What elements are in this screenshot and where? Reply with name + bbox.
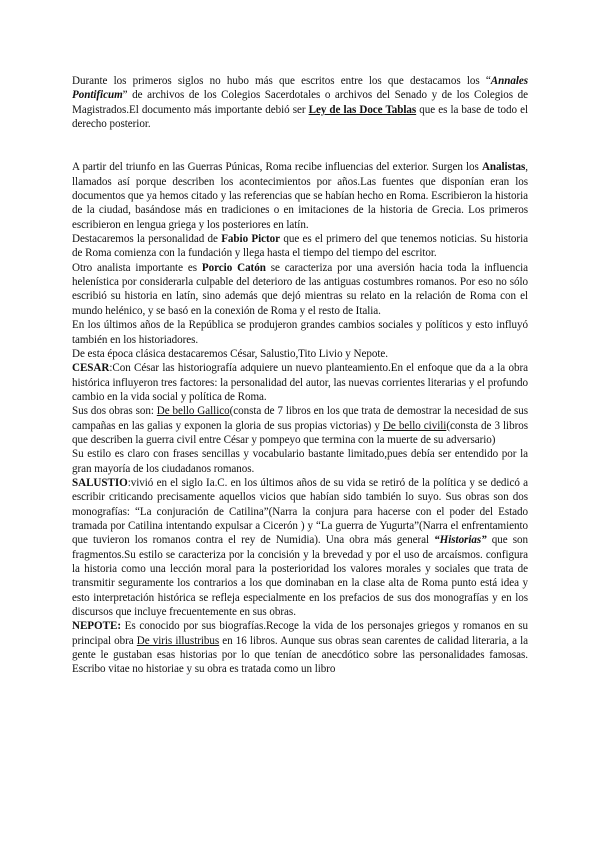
text: Sus dos obras son:: [72, 405, 157, 418]
text: , llamados así porque describen los acontecimientos por años.Las fuentes que disponían eran los documentos que ya hemos citado y las referencias que se habían hecho en Roma. Escribieron la historia de la ciudad, basándose más en tradiciones o en imitaciones de la historia de Grecia. Los primeros escribieron en lengua griega y los posteriores en latín.: [72, 161, 528, 231]
text: En los últimos años de la República se produjeron grandes cambios sociales y políticos y esto influyó también en los historiadores.: [72, 319, 528, 346]
text: Su estilo es claro con frases sencillas y vocabulario bastante limitado,pues debía ser entendido por la gran mayoría de los ciudadanos romanos.: [72, 448, 528, 475]
term-salustio: SALUSTIO: [72, 476, 128, 489]
term-analistas: Analistas: [481, 161, 526, 174]
text: se caracteriza por una aversión hacia toda la influencia helenística por considerarla culpable del deterioro de las antiguas costumbres romanos. Por eso no sólo escribió su historia en latín, sino además que dejó mientras su relato en la relación de Roma con el mundo helénico, y se basó en la conexión de Roma y el resto de Italia.: [72, 261, 528, 317]
paragraph-cesar: [72, 361, 528, 404]
term-ley-doce-tablas: Ley de las Doce Tablas: [308, 103, 417, 116]
text: :vivió en el siglo Ia.C. en los últimos años de su vida se retiró de la política y se dedicó a escribir criticando precisamente aquellos vicios que habían sido también lo suyo. Sus obras son dos monografías: “La conjuración de Catilina”(Narra la conjura para hacerse con el poder del Estado tramada por Catilina intentando expulsar a Cicerón ) y “La guerra de Yugurta”(Narra el enfrentamiento que tuvieron los romanos contra el rey de Numidia). Una obra más general: [72, 476, 528, 547]
title-de-viris-illustribus: De viris illustribus: [136, 634, 220, 647]
text: :Con César las historiografía adquiere un nuevo planteamiento.En el enfoque que da a la obra histórica influyeron tres factores: la personalidad del autor, las nuevas corrientes literarias y el profundo cambio en la vida social y política de Roma.: [72, 362, 528, 403]
paragraph-estilo-cesar: [72, 447, 528, 476]
blank-line: [72, 146, 528, 161]
title-historias: “Historias”: [434, 534, 487, 547]
text: De esta época clásica destacaremos César, Salustio,Tito Livio y Nepote.: [72, 347, 388, 360]
text: (consta de 3 libros que describen la guerra civil entre César y pompeyo que termina con la muerte de su adversario): [72, 419, 528, 446]
text: Otro analista importante es: [72, 261, 202, 274]
term-nepote: NEPOTE:: [72, 620, 121, 633]
term-cesar: CESAR: [72, 362, 110, 375]
term-fabio-pictor: Fabio Pictor: [221, 233, 281, 246]
text: que es la base de todo el derecho posterior.: [72, 103, 528, 131]
text: en 16 libros. Aunque sus obras sean carentes de calidad literaria, a la gente le gustaban esas historias por lo que tenían de anecdótico sobre las personalidades famosas. Escribo vitae no historiae y su obra es tratada como un libro: [72, 634, 528, 676]
paragraph-annales: [72, 74, 528, 131]
paragraph-epoca-clasica: [72, 347, 528, 361]
paragraph-obras-cesar: [72, 404, 528, 447]
paragraph-analistas: [72, 160, 528, 232]
term-annales-pontificum: Annales Pontificum: [72, 75, 528, 102]
title-de-bello-gallico: De bello Gallico: [156, 405, 230, 418]
text: que es el primero del que tenemos noticias. Su historia de Roma comienza con la fundación y llega hasta el tiempo del tiempo del escritor.: [72, 233, 528, 260]
text: que son fragmentos.Su estilo se caracteriza por la concisión y la brevedad y por el uso de arcaísmos. configura la historia como una lección moral para la posterioridad los valores morales y sociales que trata de transmitir seguramente los contrarios a los que dominaban en la clase alta de Roma punto está idea y esto interpretación histórica se refleja especialmente en los prefacios de sus dos monografías y en los discursos que incluye frecuentemente en sus obras.: [72, 534, 529, 619]
paragraph-republica: [72, 318, 528, 347]
paragraph-fabio-pictor: [72, 232, 528, 261]
text: Durante los primeros siglos no hubo más que escritos entre los que destacamos los “: [72, 75, 491, 87]
text: Es conocido por sus biografías.Recoge la vida de los personajes griegos y romanos en su principal obra: [72, 620, 528, 647]
text: Destacaremos la personalidad de: [72, 233, 222, 246]
text: (consta de 7 libros en los que trata de demostrar la necesidad de sus campañas en las galias y exponen la gloria de sus propias victorias) y: [72, 405, 528, 432]
term-porcio-caton: Porcio Catón: [201, 261, 266, 274]
paragraph-nepote: [72, 619, 528, 676]
paragraph-salustio: [72, 476, 528, 619]
blank-line: [72, 131, 528, 146]
text: A partir del triunfo en las Guerras Púnicas, Roma recibe influencias del exterior. Surgen los: [72, 161, 482, 174]
paragraph-porcio-caton: [72, 261, 528, 318]
text: ” de archivos de los Colegios Sacerdotales o archivos del Senado y de los Colegios de Magistrados.El documento más importante debió ser: [72, 89, 528, 116]
title-de-bello-civili: De bello civili: [382, 419, 447, 432]
